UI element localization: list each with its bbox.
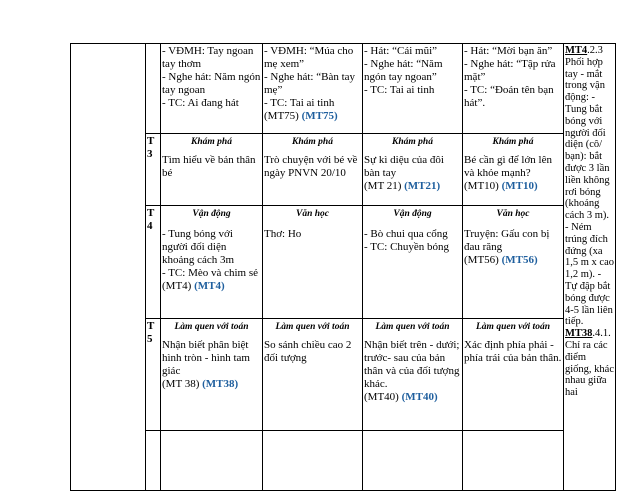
cell-t5-4: Làm quen với toán Xác định phía phải - phía trái của bản thân. — [463, 319, 564, 431]
cell-t4-1: Vận động - Tung bóng với người đối diện khoảng cách 3m - TC: Mèo và chim sẻ (MT4) (MT4) — [161, 206, 263, 319]
cell-top-4: - Hát: “Mời bạn ăn” - Nghe hát: “Tập rửa mặt” - TC: “Đoán tên bạn hát”. — [463, 44, 564, 134]
row-bottom — [71, 431, 616, 491]
day-label-t3: T3 — [146, 134, 161, 206]
row-t4 — [71, 206, 616, 319]
cell-t3-3: Khám phá Sự kì diệu của đôi bàn tay (MT 21) (MT21) — [363, 134, 463, 206]
cell-t4-2: Văn học Thơ: Ho — [263, 206, 363, 319]
cell-t5-1: Làm quen với toán Nhận biết phân biệt hình tròn - hình tam giác (MT 38) (MT38) — [161, 319, 263, 431]
cell-t5-2: Làm quen với toán So sánh chiều cao 2 đối tượng — [263, 319, 363, 431]
row-t3 — [71, 134, 616, 206]
lesson-plan-table — [70, 43, 616, 491]
day-label-t4: T4 — [146, 206, 161, 319]
goals-cell: MT4.2.3 Phối hợp tay - mắt trong vận động: - Tung bắt bóng với người đối diện (cô/ bạn): bắt được 3 lần liền không rơi bóng (khoảng cách 3 m). - Ném trúng đích đứng (xa 1,5 m x cao 1,2 m). - Tự đập bắt bóng được 4-5 lần liên tiếp. MT38.4.1. Chỉ ra các điểm giống, khác nhau giữa hai — [564, 44, 616, 491]
cell-t4-4: Văn học Truyện: Gấu con bị đau răng (MT56) (MT56) — [463, 206, 564, 319]
cell-top-1: - VĐMH: Tay ngoan tay thơm - Nghe hát: Năm ngón tay ngoan - TC: Ai đang hát — [161, 44, 263, 134]
cell-top-2: - VĐMH: “Múa cho mẹ xem” - Nghe hát: “Bàn tay mẹ” - TC: Tai ai tinh (MT75) (MT75) — [263, 44, 363, 134]
cell-t3-2: Khám phá Trò chuyện với bé về ngày PNVN 20/10 — [263, 134, 363, 206]
row-top — [71, 44, 616, 134]
cell-t3-1: Khám phá Tìm hiểu về bản thân bé — [161, 134, 263, 206]
left-blank-cell — [71, 44, 146, 491]
row-t5 — [71, 319, 616, 431]
day-label-t5: T5 — [146, 319, 161, 431]
cell-t4-3: Vận động - Bò chui qua cổng - TC: Chuyền bóng — [363, 206, 463, 319]
cell-t5-3: Làm quen với toán Nhận biết trên - dưới; trước- sau của bản thân và của đối tượng khác. (MT40) (MT40) — [363, 319, 463, 431]
cell-top-3: - Hát: “Cái mũi” - Nghe hát: “Năm ngón tay ngoan” - TC: Tai ai tinh — [363, 44, 463, 134]
cell-t3-4: Khám phá Bé cần gì để lớn lên và khỏe mạnh? (MT10) (MT10) — [463, 134, 564, 206]
day-cell-top — [146, 44, 161, 134]
